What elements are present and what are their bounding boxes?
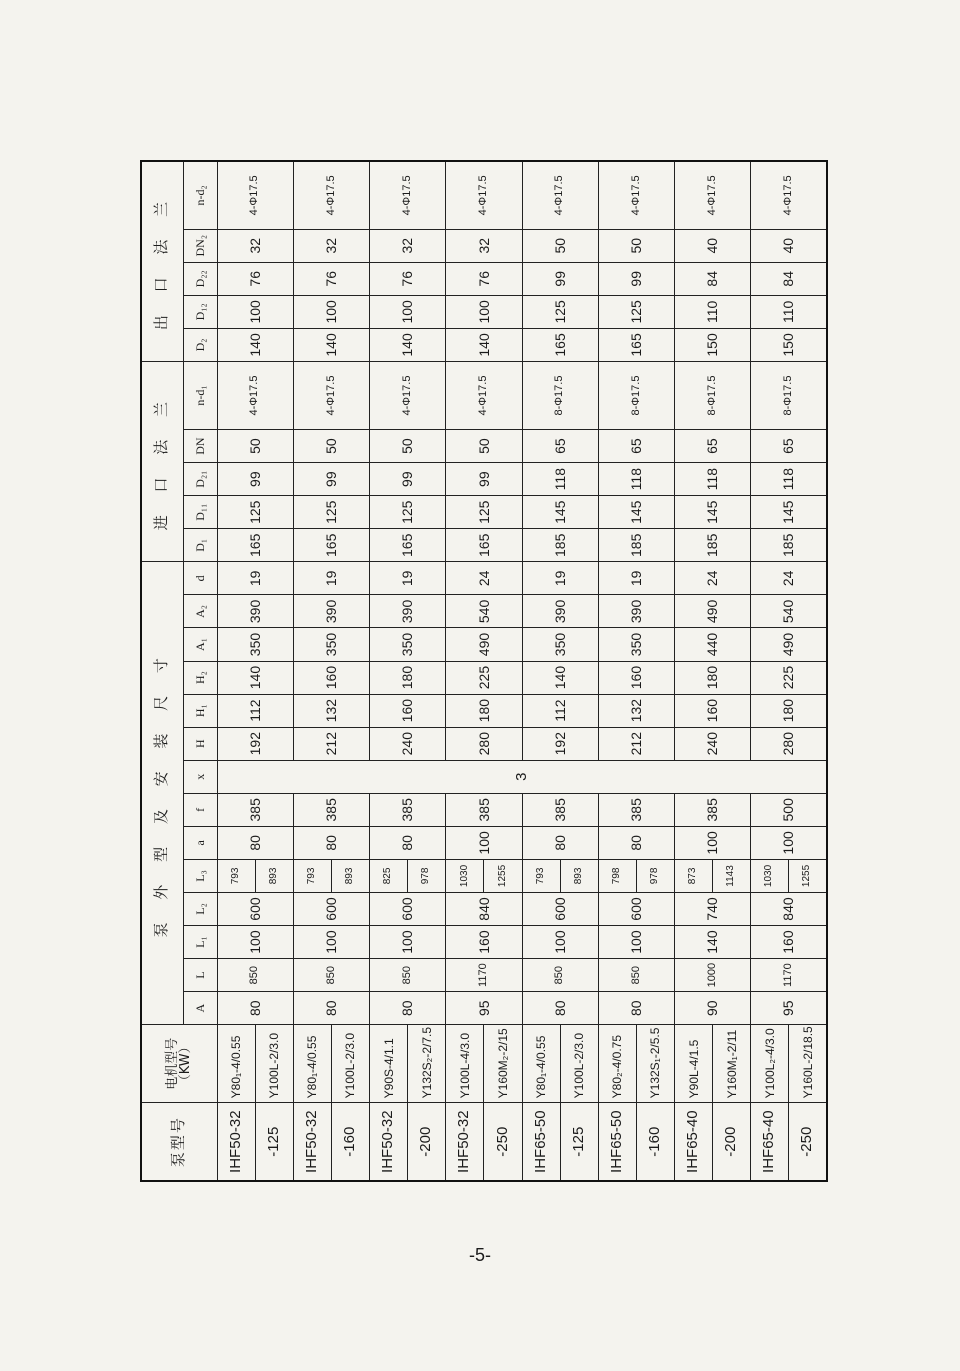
col-A1: A₁	[183, 628, 217, 661]
cell-dn2: 32	[217, 229, 293, 262]
pump-model-suffix: -200	[713, 1103, 751, 1181]
l3-value-a: 793	[294, 860, 332, 892]
cell-d21: 99	[217, 463, 293, 496]
l3-split	[294, 860, 369, 892]
col-H2: H₂	[183, 661, 217, 694]
pump-model-name: IHF65-50	[598, 1103, 636, 1181]
cell-d12: 100	[446, 295, 522, 328]
x-value-cell: 3	[217, 760, 827, 793]
cell-d22: 99	[522, 262, 598, 295]
l3-value-b: 1255	[496, 864, 508, 888]
table-row	[522, 161, 560, 1181]
cell-d12: 100	[217, 295, 293, 328]
cell-a1: 350	[293, 628, 369, 661]
cell-d12: 110	[675, 295, 751, 328]
cell-d: 24	[675, 562, 751, 595]
cell-h: 240	[675, 727, 751, 760]
cell-a2: 390	[293, 595, 369, 628]
cell-dn: 50	[446, 430, 522, 463]
col-f: f	[183, 793, 217, 826]
cell-d1: 165	[370, 529, 446, 562]
cell-h2: 180	[675, 661, 751, 694]
cell-d11: 125	[293, 496, 369, 529]
l3-dimension-cell	[217, 859, 293, 892]
cell-dn2: 40	[751, 229, 827, 262]
col-D2: D₂	[183, 328, 217, 361]
cell-a2: 540	[446, 595, 522, 628]
l3-value-a: 798	[599, 860, 637, 892]
cell-a1: 490	[751, 628, 827, 661]
cell-l1: 100	[370, 926, 446, 959]
cell-l1: 140	[675, 926, 751, 959]
cell-d21: 118	[522, 463, 598, 496]
cell-d: 24	[751, 562, 827, 595]
cell-h1: 132	[598, 694, 674, 727]
cell-d22: 84	[675, 262, 751, 295]
cell-a2: 490	[675, 595, 751, 628]
cell-f: 385	[293, 793, 369, 826]
cell-h2: 160	[598, 661, 674, 694]
l3-value-a: 793	[523, 860, 561, 892]
l3-dimension-cell	[598, 859, 674, 892]
col-H: H	[183, 727, 217, 760]
cell-d1: 185	[598, 529, 674, 562]
cell-l: 850	[217, 959, 293, 992]
l3-value-b: 1255	[801, 864, 813, 888]
cell-d11: 125	[217, 496, 293, 529]
col-A2: A₂	[183, 595, 217, 628]
cell-h1: 132	[293, 694, 369, 727]
cell-a1: 440	[675, 628, 751, 661]
col-D1: D₁	[183, 529, 217, 562]
l3-value-a: 1030	[751, 860, 789, 892]
col-D12: D₁₂	[183, 295, 217, 328]
pump-model-name: IHF50-32	[293, 1103, 331, 1181]
cell-a2: 390	[217, 595, 293, 628]
cell-d: 19	[370, 562, 446, 595]
cell-d: 19	[217, 562, 293, 595]
cell-a: 80	[598, 826, 674, 859]
col-L1: L₁	[183, 926, 217, 959]
l3-split	[370, 860, 445, 892]
cell-a1: 350	[370, 628, 446, 661]
col-a: a	[183, 826, 217, 859]
cell-dn: 65	[598, 430, 674, 463]
cell-f: 385	[217, 793, 293, 826]
cell-d1: 185	[522, 529, 598, 562]
table-row	[598, 161, 636, 1181]
cell-dn2: 32	[293, 229, 369, 262]
cell-l2: 600	[370, 892, 446, 925]
col-n-d2: n-d₂	[183, 161, 217, 229]
cell-a: 90	[675, 992, 751, 1025]
cell-nd1: 8-Φ17.5	[522, 361, 598, 429]
cell-d1: 165	[293, 529, 369, 562]
l3-dimension-cell	[446, 859, 522, 892]
cell-d12: 100	[370, 295, 446, 328]
pump-model-name: IHF65-40	[751, 1103, 789, 1181]
cell-a1: 350	[522, 628, 598, 661]
cell-a2: 390	[522, 595, 598, 628]
l3-split	[523, 860, 598, 892]
cell-d11: 145	[598, 496, 674, 529]
cell-nd1: 8-Φ17.5	[675, 361, 751, 429]
cell-d1: 185	[675, 529, 751, 562]
cell-l2: 740	[675, 892, 751, 925]
pump-dimension-table	[140, 160, 828, 1182]
l3-dimension-cell	[522, 859, 598, 892]
cell-h1: 112	[522, 694, 598, 727]
cell-dn2: 32	[446, 229, 522, 262]
pump-model-suffix: -160	[331, 1103, 369, 1181]
cell-a: 80	[217, 826, 293, 859]
cell-d22: 84	[751, 262, 827, 295]
cell-d2: 140	[217, 328, 293, 361]
cell-dn: 65	[675, 430, 751, 463]
cell-l2: 600	[598, 892, 674, 925]
col-L2: L₂	[183, 892, 217, 925]
l3-dimension-cell	[293, 859, 369, 892]
l3-value-b: 893	[572, 867, 584, 885]
cell-dn: 65	[751, 430, 827, 463]
cell-h: 212	[293, 727, 369, 760]
l3-value-b: 893	[344, 867, 356, 885]
motor-model-low-speed: Y90S-4/1.1	[370, 1025, 408, 1103]
cell-h1: 180	[751, 694, 827, 727]
table-header	[141, 161, 217, 1181]
l3-value-b: 978	[420, 867, 432, 885]
cell-l2: 600	[217, 892, 293, 925]
pump-model-name: IHF65-50	[522, 1103, 560, 1181]
cell-d22: 76	[293, 262, 369, 295]
pump-model-suffix: -200	[408, 1103, 446, 1181]
cell-a: 80	[293, 826, 369, 859]
cell-d12: 125	[598, 295, 674, 328]
cell-d22: 76	[370, 262, 446, 295]
cell-h2: 160	[293, 661, 369, 694]
motor-model-high-speed: Y160M₁-2/11	[713, 1025, 751, 1103]
motor-model-high-speed: Y160L-2/18.5	[789, 1025, 827, 1103]
cell-l: 850	[522, 959, 598, 992]
cell-a: 95	[751, 992, 827, 1025]
table-row	[217, 161, 255, 1181]
cell-nd2: 4-Φ17.5	[522, 161, 598, 229]
cell-nd2: 4-Φ17.5	[370, 161, 446, 229]
cell-l1: 160	[751, 926, 827, 959]
cell-h2: 180	[370, 661, 446, 694]
cell-a: 80	[370, 826, 446, 859]
l3-split	[675, 860, 750, 892]
cell-nd1: 8-Φ17.5	[751, 361, 827, 429]
cell-d2: 165	[598, 328, 674, 361]
cell-d21: 118	[675, 463, 751, 496]
cell-d1: 185	[751, 529, 827, 562]
cell-a1: 490	[446, 628, 522, 661]
cell-h: 240	[370, 727, 446, 760]
l3-value-a: 1030	[446, 860, 484, 892]
cell-l: 850	[293, 959, 369, 992]
l3-value-a: 793	[218, 860, 256, 892]
l3-split	[446, 860, 521, 892]
col-L3: L₃	[183, 859, 217, 892]
cell-a1: 350	[217, 628, 293, 661]
cell-d12: 100	[293, 295, 369, 328]
cell-nd1: 4-Φ17.5	[217, 361, 293, 429]
cell-l1: 100	[293, 926, 369, 959]
cell-d22: 76	[217, 262, 293, 295]
motor-model-high-speed: Y100L-2/3.0	[560, 1025, 598, 1103]
l3-dimension-cell	[751, 859, 827, 892]
cell-f: 385	[446, 793, 522, 826]
cell-dn: 50	[293, 430, 369, 463]
col-x: x	[183, 760, 217, 793]
cell-d12: 110	[751, 295, 827, 328]
cell-l: 1170	[446, 959, 522, 992]
cell-l: 1000	[675, 959, 751, 992]
cell-a: 100	[675, 826, 751, 859]
cell-f: 385	[598, 793, 674, 826]
cell-f: 385	[370, 793, 446, 826]
cell-a2: 390	[598, 595, 674, 628]
cell-d11: 125	[446, 496, 522, 529]
cell-dn: 50	[217, 430, 293, 463]
col-L: L	[183, 959, 217, 992]
cell-d11: 145	[522, 496, 598, 529]
cell-d22: 76	[446, 262, 522, 295]
cell-d1: 165	[446, 529, 522, 562]
l3-value-b: 893	[267, 867, 279, 885]
pump-model-header: 泵型号	[141, 1103, 217, 1181]
cell-d11: 145	[675, 496, 751, 529]
cell-nd1: 8-Φ17.5	[598, 361, 674, 429]
cell-d: 19	[598, 562, 674, 595]
motor-model-low-speed: Y100L-4/3.0	[446, 1025, 484, 1103]
cell-a: 80	[522, 826, 598, 859]
col-A: A	[183, 992, 217, 1025]
cell-h: 192	[522, 727, 598, 760]
col-H1: H₁	[183, 694, 217, 727]
motor-model-low-speed: Y80₂-4/0.75	[598, 1025, 636, 1103]
pump-model-name: IHF65-40	[675, 1103, 713, 1181]
cell-a1: 350	[598, 628, 674, 661]
pump-model-name: IHF50-32	[446, 1103, 484, 1181]
cell-h1: 160	[370, 694, 446, 727]
table-row	[293, 161, 331, 1181]
cell-dn2: 50	[522, 229, 598, 262]
cell-a: 80	[522, 992, 598, 1025]
cell-h: 280	[751, 727, 827, 760]
l3-dimension-cell	[370, 859, 446, 892]
col-D21: D₂₁	[183, 463, 217, 496]
motor-model-high-speed: Y100L-2/3.0	[331, 1025, 369, 1103]
motor-model-low-speed: Y90L-4/1.5	[675, 1025, 713, 1103]
cell-a: 80	[598, 992, 674, 1025]
cell-d2: 140	[293, 328, 369, 361]
cell-l1: 100	[522, 926, 598, 959]
cell-dn2: 40	[675, 229, 751, 262]
cell-d21: 99	[370, 463, 446, 496]
cell-f: 385	[522, 793, 598, 826]
cell-d21: 118	[751, 463, 827, 496]
motor-model-high-speed: Y160M₂-2/15	[484, 1025, 522, 1103]
cell-dn2: 32	[370, 229, 446, 262]
rotated-table-wrapper	[140, 160, 828, 1182]
cell-nd2: 4-Φ17.5	[446, 161, 522, 229]
cell-nd1: 4-Φ17.5	[370, 361, 446, 429]
cell-d21: 99	[293, 463, 369, 496]
cell-d21: 99	[446, 463, 522, 496]
cell-l2: 840	[751, 892, 827, 925]
l3-value-a: 873	[675, 860, 713, 892]
cell-l: 850	[598, 959, 674, 992]
cell-d2: 140	[370, 328, 446, 361]
cell-nd2: 4-Φ17.5	[217, 161, 293, 229]
col-DN2: DN₂	[183, 229, 217, 262]
cell-l: 850	[370, 959, 446, 992]
cell-d2: 150	[675, 328, 751, 361]
cell-a: 95	[446, 992, 522, 1025]
dimensions-group-header: 泵 外 型 及 安 装 尺 寸	[141, 562, 183, 1025]
col-DN: DN	[183, 430, 217, 463]
cell-l1: 100	[217, 926, 293, 959]
cell-nd2: 4-Φ17.5	[675, 161, 751, 229]
cell-dn: 50	[370, 430, 446, 463]
cell-d: 24	[446, 562, 522, 595]
col-D11: D₁₁	[183, 496, 217, 529]
cell-a: 80	[370, 992, 446, 1025]
cell-nd1: 4-Φ17.5	[293, 361, 369, 429]
cell-f: 385	[675, 793, 751, 826]
motor-model-high-speed: Y132S₁-2/5.5	[636, 1025, 674, 1103]
cell-d11: 145	[751, 496, 827, 529]
cell-h: 212	[598, 727, 674, 760]
pump-model-name: IHF50-32	[370, 1103, 408, 1181]
cell-h2: 225	[751, 661, 827, 694]
pump-model-suffix: -125	[255, 1103, 293, 1181]
cell-dn: 65	[522, 430, 598, 463]
cell-d: 19	[522, 562, 598, 595]
outlet-flange-header: 出 口 法 兰	[141, 161, 183, 361]
cell-l2: 840	[446, 892, 522, 925]
cell-l2: 600	[293, 892, 369, 925]
motor-model-header: 电机型号（KW）	[141, 1025, 217, 1103]
l3-value-b: 978	[649, 867, 661, 885]
cell-a2: 390	[370, 595, 446, 628]
l3-value-a: 825	[370, 860, 408, 892]
cell-d1: 165	[217, 529, 293, 562]
table-row	[751, 161, 789, 1181]
table-row	[675, 161, 713, 1181]
l3-value-b: 1143	[725, 865, 737, 887]
cell-a: 80	[217, 992, 293, 1025]
cell-l2: 600	[522, 892, 598, 925]
pump-model-suffix: -250	[484, 1103, 522, 1181]
l3-split	[751, 860, 826, 892]
col-D22: D₂₂	[183, 262, 217, 295]
cell-d2: 165	[522, 328, 598, 361]
cell-d22: 99	[598, 262, 674, 295]
cell-d2: 150	[751, 328, 827, 361]
pump-model-suffix: -250	[789, 1103, 827, 1181]
cell-h2: 225	[446, 661, 522, 694]
l3-dimension-cell	[675, 859, 751, 892]
cell-d21: 118	[598, 463, 674, 496]
l3-split	[599, 860, 674, 892]
cell-nd2: 4-Φ17.5	[751, 161, 827, 229]
col-d: d	[183, 562, 217, 595]
motor-model-low-speed: Y80₁-4/0.55	[522, 1025, 560, 1103]
pump-model-name: IHF50-32	[217, 1103, 255, 1181]
cell-d11: 125	[370, 496, 446, 529]
table-row	[446, 161, 484, 1181]
page-number: -5-	[469, 1245, 491, 1265]
cell-l1: 100	[598, 926, 674, 959]
cell-nd2: 4-Φ17.5	[293, 161, 369, 229]
cell-a2: 540	[751, 595, 827, 628]
cell-a: 80	[293, 992, 369, 1025]
pump-model-suffix: -160	[636, 1103, 674, 1181]
cell-h1: 112	[217, 694, 293, 727]
cell-f: 500	[751, 793, 827, 826]
cell-h2: 140	[522, 661, 598, 694]
motor-model-low-speed: Y100L₂-4/3.0	[751, 1025, 789, 1103]
cell-dn2: 50	[598, 229, 674, 262]
motor-model-high-speed: Y132S₂-2/7.5	[408, 1025, 446, 1103]
cell-h: 280	[446, 727, 522, 760]
cell-d: 19	[293, 562, 369, 595]
motor-model-low-speed: Y80₁-4/0.55	[217, 1025, 255, 1103]
cell-l: 1170	[751, 959, 827, 992]
col-n-d1: n-d₁	[183, 361, 217, 429]
cell-d2: 140	[446, 328, 522, 361]
cell-a: 100	[446, 826, 522, 859]
cell-a: 100	[751, 826, 827, 859]
cell-d12: 125	[522, 295, 598, 328]
cell-h1: 180	[446, 694, 522, 727]
table-row	[370, 161, 408, 1181]
cell-h1: 160	[675, 694, 751, 727]
inlet-flange-header: 进 口 法 兰	[141, 361, 183, 561]
pump-model-suffix: -125	[560, 1103, 598, 1181]
table-body	[217, 161, 827, 1181]
cell-h2: 140	[217, 661, 293, 694]
cell-h: 192	[217, 727, 293, 760]
l3-split	[218, 860, 293, 892]
cell-nd2: 4-Φ17.5	[598, 161, 674, 229]
cell-l1: 160	[446, 926, 522, 959]
motor-model-high-speed: Y100L-2/3.0	[255, 1025, 293, 1103]
motor-model-low-speed: Y80₁-4/0.55	[293, 1025, 331, 1103]
cell-nd1: 4-Φ17.5	[446, 361, 522, 429]
